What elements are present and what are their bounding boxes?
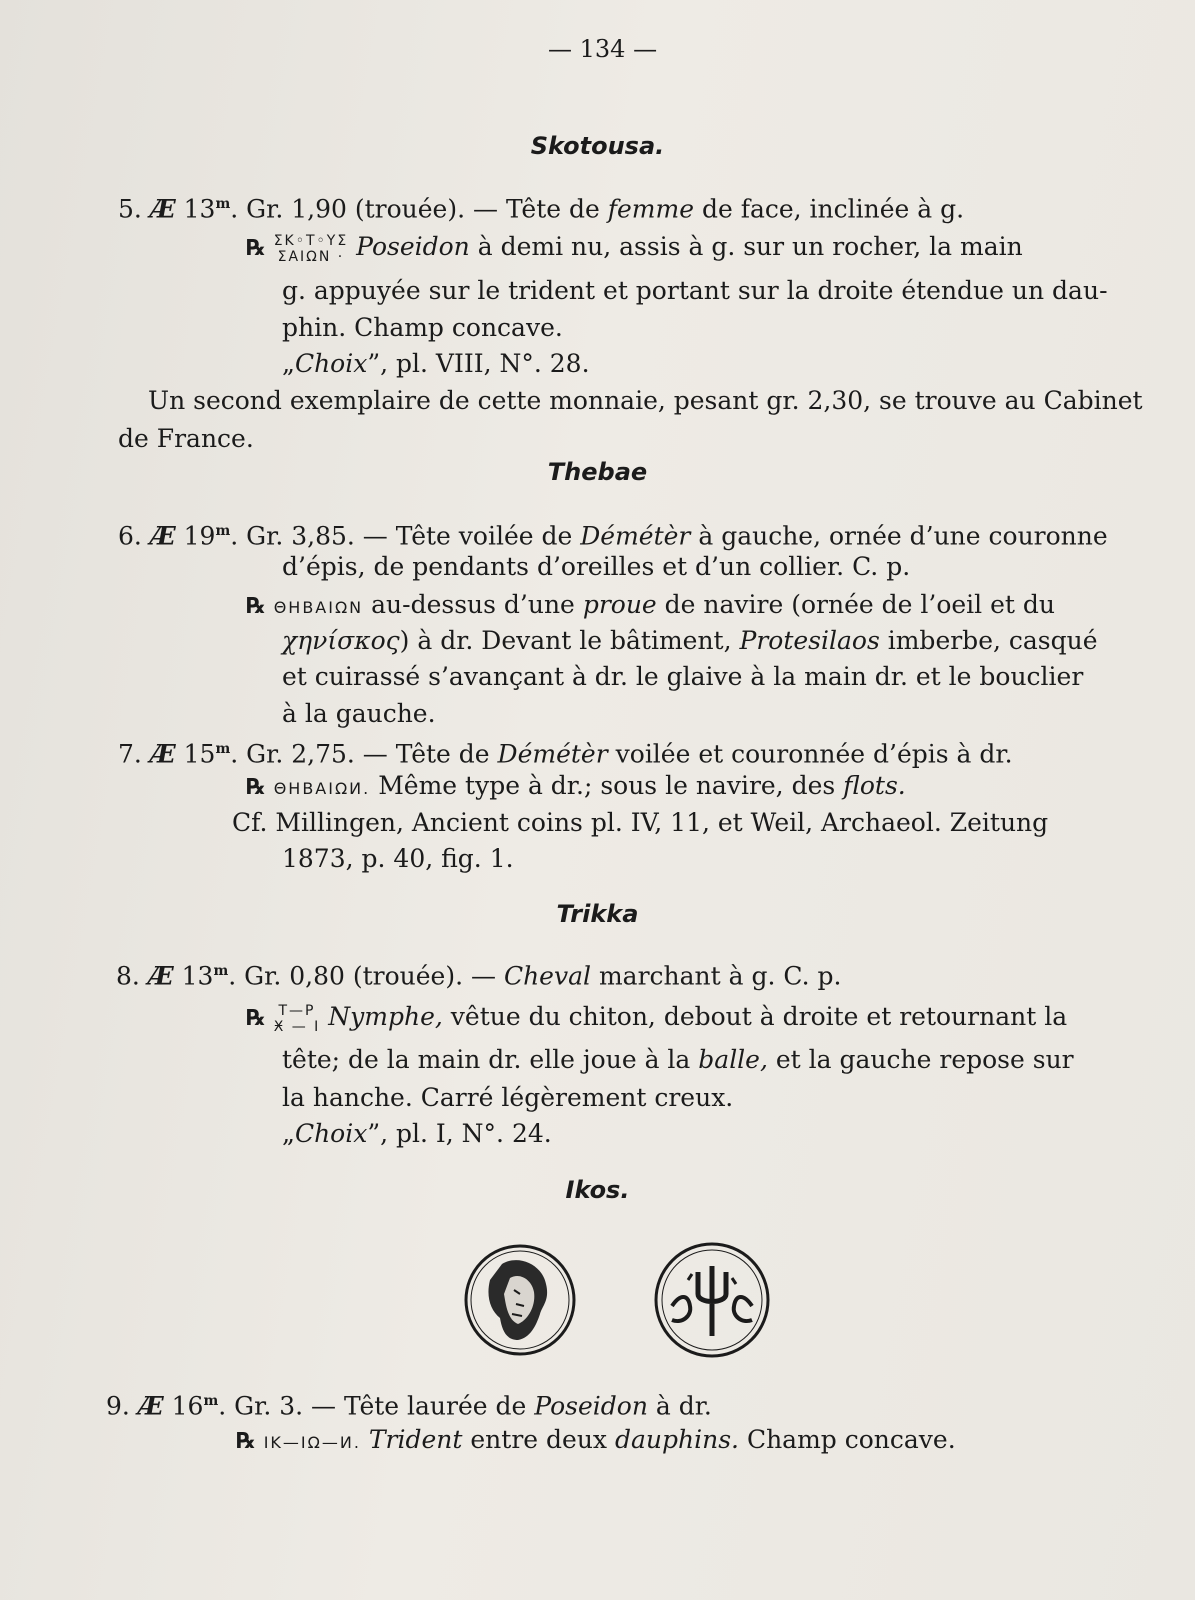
coin-size: 16	[171, 1391, 204, 1421]
text: ”, pl. I, N°. 24.	[367, 1119, 552, 1148]
reverse-symbol: ℞	[246, 775, 266, 800]
unit: m	[215, 196, 231, 212]
entry-9-line-2	[236, 1425, 956, 1458]
greek-legend	[274, 1003, 321, 1035]
silver-symbol: Æ	[147, 961, 174, 991]
text-italic: Choix	[294, 349, 368, 378]
section-heading-ikos: Ikos.	[565, 1176, 630, 1204]
text-italic: Trident	[368, 1425, 463, 1454]
text-italic: χηνίσκος	[282, 626, 400, 655]
entry-6-line-1: 6. Æ 19$^m$. Gr. 3,85. — Tête voilée de Démétèr à gauche, ornée d’une couronne	[118, 521, 1108, 551]
reverse-symbol: ℞	[246, 1006, 266, 1031]
entry-5-line-4: phin. Champ concave.	[282, 313, 563, 342]
text: „	[282, 1119, 295, 1148]
unit: m	[215, 523, 231, 539]
text: imberbe, casqué	[887, 626, 1098, 655]
text: marchant à g. C. p.	[598, 961, 842, 991]
silver-symbol: Æ	[149, 739, 176, 769]
greek-legend-bottom: Ӿ — Ι	[273, 1019, 321, 1035]
greek-legend: ΘΗΒΑΙΩΝ	[273, 598, 364, 617]
entry-number: 8.	[116, 961, 140, 991]
section-heading-skotousa: Skotousa.	[530, 132, 665, 160]
text-italic: Cheval	[503, 961, 592, 991]
reverse-symbol: ℞	[246, 594, 266, 619]
text-italic: femme	[607, 194, 695, 224]
entry-5-line-1: 5. Æ 13$^m$. Gr. 1,90 (trouée). — Tête de femme de face, inclinée à g.	[118, 194, 965, 224]
entry-8-line-3	[282, 1045, 1074, 1075]
entry-7-cf-line-2: 1873, p. 40, fig. 1.	[282, 844, 514, 873]
text-italic: balle,	[698, 1045, 768, 1074]
entry-8-line-2	[246, 1002, 1067, 1035]
unit: m	[203, 1393, 219, 1409]
text: Champ concave.	[746, 1425, 956, 1454]
text-italic: Nymphe,	[328, 1002, 443, 1031]
text: à dr.	[655, 1391, 712, 1421]
reverse-symbol: ℞	[236, 1429, 256, 1454]
bronze-symbol: Æ	[137, 1391, 164, 1421]
text: Gr. 1,90 (trouée). — Tête de	[246, 194, 600, 224]
note-line-1: Un second exemplaire de cette monnaie, pesant gr. 2,30, se trouve au Cabinet	[148, 386, 1143, 415]
entry-8-line-1: 8. Æ 13$^m$. Gr. 0,80 (trouée). — Cheval marchant à g. C. p.	[116, 961, 842, 991]
text: ) à dr. Devant le bâtiment,	[399, 626, 732, 655]
entry-7-line-2	[246, 771, 906, 804]
text-italic: proue	[582, 590, 657, 619]
text: à gauche, ornée d’une couronne	[698, 521, 1108, 551]
entry-6-line-6: à la gauche.	[282, 699, 436, 728]
note-line-2: de France.	[118, 424, 254, 453]
entry-6-line-4	[282, 626, 1098, 656]
greek-legend: ΙΚ—ΙΩ—И.	[263, 1433, 361, 1452]
page-number: — 134 —	[548, 35, 658, 63]
entry-number: 7.	[118, 739, 142, 769]
entry-6-line-2: d’épis, de pendants d’oreilles et d’un collier. C. p.	[282, 552, 911, 581]
entry-7-line-1: 7. Æ 15$^m$. Gr. 2,75. — Tête de Démétèr voilée et couronnée d’épis à dr.	[118, 739, 1013, 769]
coin-size: 19	[183, 521, 216, 551]
entry-5-reference	[282, 349, 590, 379]
entry-number: 9.	[106, 1391, 130, 1421]
entry-6-line-5: et cuirassé s’avançant à dr. le glaive à la main dr. et le bouclier	[282, 662, 1084, 691]
text-italic: dauphins.	[614, 1425, 739, 1454]
entry-8-line-4: la hanche. Carré légèrement creux.	[282, 1083, 734, 1112]
entry-number: 5.	[118, 194, 142, 224]
text: entre deux	[470, 1425, 608, 1454]
text: vêtue du chiton, debout à droite et retournant la	[450, 1002, 1068, 1031]
entry-9-line-1: 9. Æ 16$^m$. Gr. 3. — Tête laurée de Poseidon à dr.	[106, 1391, 712, 1421]
text-italic: Protesilaos	[739, 626, 880, 655]
text-italic: Choix	[294, 1119, 368, 1148]
silver-symbol: Æ	[149, 194, 176, 224]
entry-5-line-3: g. appuyée sur le trident et portant sur la droite étendue un dau-	[282, 276, 1108, 305]
text: voilée et couronnée d’épis à dr.	[615, 739, 1013, 769]
text: à demi nu, assis à g. sur un rocher, la main	[477, 232, 1023, 261]
text: Gr. 2,75. — Tête de	[246, 739, 490, 769]
greek-legend-bottom: ΣΑΙΩΝ ·	[277, 249, 345, 265]
coin-size: 13	[181, 961, 214, 991]
greek-legend	[274, 233, 349, 265]
text: Même type à dr.; sous le navire, des	[378, 771, 836, 800]
text: Gr. 3,85. — Tête voilée de	[246, 521, 573, 551]
entry-number: 6.	[118, 521, 142, 551]
text: au-dessus d’une	[371, 590, 575, 619]
text: „	[282, 349, 295, 378]
coin-size: 13	[183, 194, 216, 224]
text-italic: Poseidon	[534, 1391, 648, 1421]
text: tête; de la main dr. elle joue à la	[282, 1045, 691, 1074]
entry-5-line-2	[246, 232, 1023, 265]
greek-legend-top: Τ—Ρ	[278, 1003, 316, 1019]
text: Gr. 3. — Tête laurée de	[234, 1391, 527, 1421]
coin-illustrations	[462, 1238, 792, 1368]
text-italic: Démétèr	[497, 739, 608, 769]
coin-reverse-image	[656, 1244, 768, 1356]
coin-obverse-image	[466, 1246, 574, 1354]
entry-6-line-3	[246, 590, 1055, 623]
coin-size: 15	[183, 739, 216, 769]
text-italic: Poseidon	[356, 232, 470, 261]
text-italic: flots.	[843, 771, 906, 800]
entry-8-reference	[282, 1119, 552, 1149]
unit: m	[215, 741, 231, 757]
text: de face, inclinée à g.	[701, 194, 965, 224]
text: et la gauche repose sur	[775, 1045, 1074, 1074]
section-heading-trikka: Trikka	[556, 900, 639, 928]
text-italic: Démétèr	[580, 521, 691, 551]
reverse-symbol: ℞	[246, 236, 266, 261]
entry-7-cf-line-1: Cf. Millingen, Ancient coins pl. IV, 11, et Weil, Archaeol. Zeitung	[232, 808, 1049, 837]
greek-legend-top: ΣΚ◦Τ◦ΥΣ	[273, 233, 349, 249]
section-heading-thebae: Thebae	[547, 458, 648, 486]
greek-legend: ΘΗΒΑΙΩИ.	[273, 779, 371, 798]
text: Gr. 0,80 (trouée). —	[244, 961, 496, 991]
text: de navire (ornée de l’oeil et du	[664, 590, 1055, 619]
unit: m	[213, 963, 229, 979]
text: ”, pl. VIII, N°. 28.	[367, 349, 590, 378]
silver-symbol: Æ	[149, 521, 176, 551]
